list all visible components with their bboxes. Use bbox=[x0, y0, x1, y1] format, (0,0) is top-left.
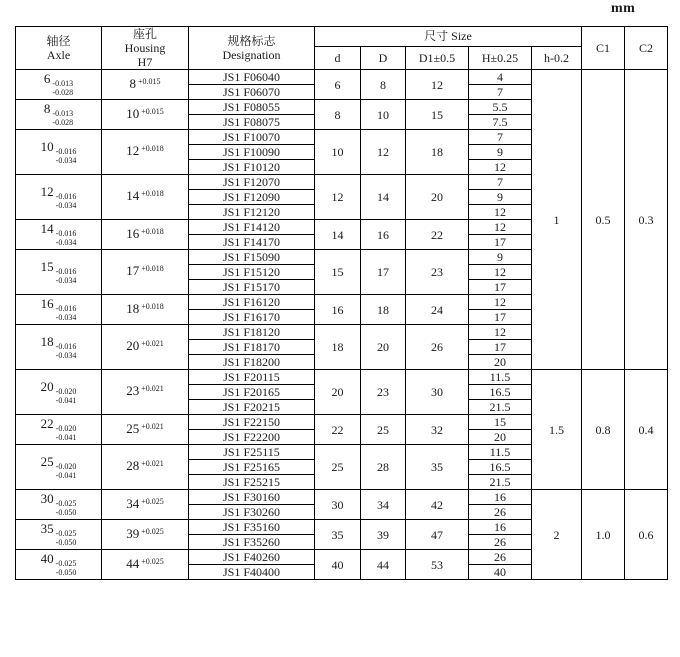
axle-tol-upper: -0.025 bbox=[55, 529, 77, 539]
axle-tolerance bbox=[56, 192, 77, 210]
axle-tolerance bbox=[56, 342, 77, 360]
designation-cell: JS1 F12090 bbox=[189, 190, 315, 205]
housing-tolerance: +0.021 bbox=[141, 339, 164, 349]
axle-tol-upper: -0.020 bbox=[55, 424, 77, 434]
housing-tolerance: +0.018 bbox=[141, 264, 164, 274]
H-cell: 26 bbox=[469, 550, 532, 565]
d-cell: 40 bbox=[315, 550, 361, 580]
H-cell: 17 bbox=[469, 340, 532, 355]
col-header-h: h-0.2 bbox=[532, 47, 582, 70]
axle-tol-lower: -0.050 bbox=[55, 568, 77, 578]
c1-cell: 1.0 bbox=[582, 490, 625, 580]
col-header-size: 尺寸 Size bbox=[315, 27, 582, 47]
axle-tolerance bbox=[56, 424, 77, 442]
housing-value: 16 bbox=[126, 225, 140, 241]
d-cell: 6 bbox=[315, 70, 361, 100]
H-cell: 11.5 bbox=[469, 445, 532, 460]
axle-tol-upper: -0.016 bbox=[55, 341, 77, 351]
H-cell: 12 bbox=[469, 205, 532, 220]
housing-tolerance: +0.021 bbox=[141, 421, 164, 431]
axle-value: 30 bbox=[40, 491, 54, 507]
designation-cell: JS1 F22200 bbox=[189, 430, 315, 445]
designation-cell: JS1 F20215 bbox=[189, 400, 315, 415]
c2-cell: 0.6 bbox=[625, 490, 668, 580]
axle-tolerance bbox=[52, 79, 73, 97]
housing-cell bbox=[102, 130, 189, 175]
H-cell: 4 bbox=[469, 70, 532, 85]
D1-cell: 30 bbox=[406, 370, 469, 415]
col-header-D1: D1±0.5 bbox=[406, 47, 469, 70]
housing-tolerance: +0.018 bbox=[141, 226, 164, 236]
d-cell: 25 bbox=[315, 445, 361, 490]
designation-cell: JS1 F16120 bbox=[189, 295, 315, 310]
axle-tol-upper: -0.025 bbox=[55, 499, 77, 509]
designation-cell: JS1 F25115 bbox=[189, 445, 315, 460]
housing-header-en: Housing bbox=[124, 41, 166, 56]
D1-cell: 12 bbox=[406, 70, 469, 100]
axle-tol-lower: -0.034 bbox=[55, 313, 77, 323]
designation-cell: JS1 F14170 bbox=[189, 235, 315, 250]
col-header-c2: C2 bbox=[625, 27, 668, 70]
housing-value: 10 bbox=[126, 105, 140, 121]
housing-tolerance: +0.025 bbox=[141, 526, 164, 536]
designation-cell: JS1 F30160 bbox=[189, 490, 315, 505]
designation-cell: JS1 F35160 bbox=[189, 520, 315, 535]
h-cell: 1 bbox=[532, 70, 582, 370]
H-cell: 9 bbox=[469, 250, 532, 265]
axle-tolerance bbox=[56, 147, 77, 165]
H-cell: 12 bbox=[469, 325, 532, 340]
D-cell: 14 bbox=[361, 175, 406, 220]
axle-cell bbox=[16, 175, 102, 220]
H-cell: 9 bbox=[469, 190, 532, 205]
H-cell: 26 bbox=[469, 535, 532, 550]
designation-cell: JS1 F15090 bbox=[189, 250, 315, 265]
d-cell: 10 bbox=[315, 130, 361, 175]
D1-cell: 32 bbox=[406, 415, 469, 445]
H-cell: 16.5 bbox=[469, 460, 532, 475]
axle-cell bbox=[16, 370, 102, 415]
d-cell: 30 bbox=[315, 490, 361, 520]
H-cell: 21.5 bbox=[469, 475, 532, 490]
axle-value: 6 bbox=[43, 71, 51, 87]
H-cell: 17 bbox=[469, 310, 532, 325]
axle-tol-lower: -0.028 bbox=[52, 118, 74, 128]
designation-cell: JS1 F12070 bbox=[189, 175, 315, 190]
D1-cell: 15 bbox=[406, 100, 469, 130]
designation-cell: JS1 F16170 bbox=[189, 310, 315, 325]
D1-cell: 18 bbox=[406, 130, 469, 175]
D-cell: 20 bbox=[361, 325, 406, 370]
d-cell: 22 bbox=[315, 415, 361, 445]
housing-cell bbox=[102, 250, 189, 295]
spec-table bbox=[15, 26, 668, 580]
housing-tolerance: +0.025 bbox=[141, 496, 164, 506]
axle-tol-lower: -0.050 bbox=[55, 508, 77, 518]
axle-value: 15 bbox=[40, 258, 54, 274]
designation-cell: JS1 F40400 bbox=[189, 565, 315, 580]
axle-tol-upper: -0.016 bbox=[55, 146, 77, 156]
d-cell: 14 bbox=[315, 220, 361, 250]
H-cell: 20 bbox=[469, 430, 532, 445]
H-cell: 12 bbox=[469, 265, 532, 280]
axle-cell bbox=[16, 100, 102, 130]
D1-cell: 24 bbox=[406, 295, 469, 325]
housing-value: 34 bbox=[126, 495, 140, 511]
housing-cell bbox=[102, 220, 189, 250]
axle-tol-upper: -0.013 bbox=[52, 109, 74, 119]
D-cell: 28 bbox=[361, 445, 406, 490]
D-cell: 39 bbox=[361, 520, 406, 550]
table-row bbox=[16, 70, 668, 85]
axle-tolerance bbox=[56, 267, 77, 285]
axle-cell bbox=[16, 550, 102, 580]
D-cell: 34 bbox=[361, 490, 406, 520]
axle-value: 14 bbox=[40, 221, 54, 237]
axle-tol-lower: -0.034 bbox=[55, 200, 77, 210]
D-cell: 23 bbox=[361, 370, 406, 415]
housing-value: 20 bbox=[126, 338, 140, 354]
header-row-1 bbox=[16, 27, 668, 47]
axle-value: 8 bbox=[43, 101, 51, 117]
D1-cell: 35 bbox=[406, 445, 469, 490]
H-cell: 40 bbox=[469, 565, 532, 580]
axle-tolerance bbox=[56, 462, 77, 480]
axle-value: 16 bbox=[40, 296, 54, 312]
table-row bbox=[16, 490, 668, 505]
axle-value: 35 bbox=[40, 521, 54, 537]
housing-header-tol: H7 bbox=[137, 55, 153, 70]
housing-tolerance: +0.021 bbox=[141, 384, 164, 394]
c1-cell: 0.5 bbox=[582, 70, 625, 370]
D-cell: 18 bbox=[361, 295, 406, 325]
housing-value: 28 bbox=[126, 458, 140, 474]
designation-cell: JS1 F25165 bbox=[189, 460, 315, 475]
d-cell: 15 bbox=[315, 250, 361, 295]
d-cell: 16 bbox=[315, 295, 361, 325]
housing-value: 39 bbox=[126, 525, 140, 541]
housing-tolerance: +0.021 bbox=[141, 459, 164, 469]
designation-cell: JS1 F20115 bbox=[189, 370, 315, 385]
axle-cell bbox=[16, 520, 102, 550]
D1-cell: 47 bbox=[406, 520, 469, 550]
d-cell: 12 bbox=[315, 175, 361, 220]
axle-value: 25 bbox=[40, 453, 54, 469]
axle-tol-lower: -0.034 bbox=[55, 238, 77, 248]
housing-cell bbox=[102, 370, 189, 415]
axle-value: 18 bbox=[40, 333, 54, 349]
housing-value: 25 bbox=[126, 420, 140, 436]
axle-tol-upper: -0.016 bbox=[55, 266, 77, 276]
H-cell: 7.5 bbox=[469, 115, 532, 130]
h-cell: 1.5 bbox=[532, 370, 582, 490]
D1-cell: 26 bbox=[406, 325, 469, 370]
housing-tolerance: +0.018 bbox=[141, 144, 164, 154]
housing-tolerance: +0.015 bbox=[137, 76, 161, 86]
axle-value: 12 bbox=[40, 183, 54, 199]
housing-cell bbox=[102, 520, 189, 550]
housing-cell bbox=[102, 415, 189, 445]
c1-cell: 0.8 bbox=[582, 370, 625, 490]
axle-tol-upper: -0.025 bbox=[55, 559, 77, 569]
D1-cell: 42 bbox=[406, 490, 469, 520]
D-cell: 44 bbox=[361, 550, 406, 580]
housing-value: 17 bbox=[126, 263, 140, 279]
housing-cell bbox=[102, 325, 189, 370]
housing-header-cn: 座孔 bbox=[132, 27, 157, 41]
d-cell: 20 bbox=[315, 370, 361, 415]
housing-value: 12 bbox=[126, 143, 140, 159]
d-cell: 18 bbox=[315, 325, 361, 370]
axle-tolerance bbox=[56, 229, 77, 247]
axle-tol-lower: -0.041 bbox=[55, 433, 77, 443]
designation-header-cn: 规格标志 bbox=[227, 34, 276, 49]
axle-tol-upper: -0.020 bbox=[55, 386, 77, 396]
H-cell: 9 bbox=[469, 145, 532, 160]
axle-tol-upper: -0.016 bbox=[55, 304, 77, 314]
axle-cell bbox=[16, 250, 102, 295]
H-cell: 12 bbox=[469, 160, 532, 175]
col-header-d: d bbox=[315, 47, 361, 70]
designation-header-en: Designation bbox=[222, 48, 281, 63]
axle-tolerance bbox=[56, 529, 77, 547]
H-cell: 20 bbox=[469, 355, 532, 370]
designation-cell: JS1 F06070 bbox=[189, 85, 315, 100]
D1-cell: 53 bbox=[406, 550, 469, 580]
axle-tol-upper: -0.016 bbox=[55, 191, 77, 201]
spec-table-body bbox=[16, 70, 668, 580]
axle-cell bbox=[16, 295, 102, 325]
axle-tol-lower: -0.041 bbox=[55, 470, 77, 480]
H-cell: 12 bbox=[469, 295, 532, 310]
D-cell: 10 bbox=[361, 100, 406, 130]
housing-value: 8 bbox=[129, 75, 136, 91]
axle-tol-lower: -0.028 bbox=[52, 88, 74, 98]
H-cell: 26 bbox=[469, 505, 532, 520]
D1-cell: 23 bbox=[406, 250, 469, 295]
designation-cell: JS1 F08075 bbox=[189, 115, 315, 130]
col-header-D: D bbox=[361, 47, 406, 70]
axle-value: 40 bbox=[40, 551, 54, 567]
designation-cell: JS1 F18170 bbox=[189, 340, 315, 355]
designation-cell: JS1 F40260 bbox=[189, 550, 315, 565]
designation-cell: JS1 F18200 bbox=[189, 355, 315, 370]
designation-cell: JS1 F08055 bbox=[189, 100, 315, 115]
table-row bbox=[16, 370, 668, 385]
designation-cell: JS1 F18120 bbox=[189, 325, 315, 340]
H-cell: 16 bbox=[469, 520, 532, 535]
designation-cell: JS1 F30260 bbox=[189, 505, 315, 520]
housing-value: 23 bbox=[126, 383, 140, 399]
housing-tolerance: +0.018 bbox=[141, 189, 164, 199]
H-cell: 15 bbox=[469, 415, 532, 430]
axle-tol-lower: -0.041 bbox=[55, 395, 77, 405]
housing-value: 14 bbox=[126, 188, 140, 204]
h-cell: 2 bbox=[532, 490, 582, 580]
axle-tol-upper: -0.013 bbox=[52, 79, 74, 89]
axle-tol-upper: -0.016 bbox=[55, 229, 77, 239]
H-cell: 17 bbox=[469, 235, 532, 250]
axle-tolerance bbox=[56, 387, 77, 405]
col-header-c1: C1 bbox=[582, 27, 625, 70]
c2-cell: 0.3 bbox=[625, 70, 668, 370]
housing-cell bbox=[102, 175, 189, 220]
D-cell: 8 bbox=[361, 70, 406, 100]
D-cell: 16 bbox=[361, 220, 406, 250]
housing-cell bbox=[102, 100, 189, 130]
designation-cell: JS1 F25215 bbox=[189, 475, 315, 490]
H-cell: 7 bbox=[469, 85, 532, 100]
axle-cell bbox=[16, 220, 102, 250]
axle-tol-lower: -0.034 bbox=[55, 275, 77, 285]
col-header-axle bbox=[16, 27, 102, 70]
d-cell: 35 bbox=[315, 520, 361, 550]
axle-value: 20 bbox=[40, 378, 54, 394]
axle-cell bbox=[16, 70, 102, 100]
H-cell: 11.5 bbox=[469, 370, 532, 385]
housing-cell bbox=[102, 550, 189, 580]
axle-header-cn: 轴径 bbox=[46, 34, 71, 49]
H-cell: 16 bbox=[469, 490, 532, 505]
axle-tol-lower: -0.050 bbox=[55, 538, 77, 548]
H-cell: 17 bbox=[469, 280, 532, 295]
col-header-H: H±0.25 bbox=[469, 47, 532, 70]
D-cell: 12 bbox=[361, 130, 406, 175]
axle-cell bbox=[16, 415, 102, 445]
axle-cell bbox=[16, 325, 102, 370]
unit-label: mm bbox=[611, 1, 636, 16]
D1-cell: 20 bbox=[406, 175, 469, 220]
housing-cell bbox=[102, 445, 189, 490]
axle-tolerance bbox=[56, 499, 77, 517]
housing-tolerance: +0.025 bbox=[141, 556, 164, 566]
axle-value: 10 bbox=[40, 138, 54, 154]
D1-cell: 22 bbox=[406, 220, 469, 250]
D-cell: 25 bbox=[361, 415, 406, 445]
designation-cell: JS1 F15170 bbox=[189, 280, 315, 295]
housing-value: 18 bbox=[126, 300, 140, 316]
c2-cell: 0.4 bbox=[625, 370, 668, 490]
designation-cell: JS1 F12120 bbox=[189, 205, 315, 220]
housing-tolerance: +0.015 bbox=[141, 106, 164, 116]
H-cell: 16.5 bbox=[469, 385, 532, 400]
spec-table-head bbox=[16, 27, 668, 70]
D-cell: 17 bbox=[361, 250, 406, 295]
designation-cell: JS1 F10090 bbox=[189, 145, 315, 160]
housing-tolerance: +0.018 bbox=[141, 301, 164, 311]
axle-header-en: Axle bbox=[46, 48, 71, 63]
col-header-housing bbox=[102, 27, 189, 70]
designation-cell: JS1 F35260 bbox=[189, 535, 315, 550]
housing-value: 44 bbox=[126, 555, 140, 571]
axle-value: 22 bbox=[40, 416, 54, 432]
axle-cell bbox=[16, 445, 102, 490]
axle-tol-upper: -0.020 bbox=[55, 461, 77, 471]
housing-cell bbox=[102, 295, 189, 325]
axle-tol-lower: -0.034 bbox=[55, 350, 77, 360]
H-cell: 7 bbox=[469, 130, 532, 145]
housing-cell bbox=[102, 490, 189, 520]
axle-tolerance bbox=[56, 304, 77, 322]
H-cell: 7 bbox=[469, 175, 532, 190]
H-cell: 5.5 bbox=[469, 100, 532, 115]
axle-tolerance bbox=[56, 559, 77, 577]
axle-tolerance bbox=[52, 109, 73, 127]
axle-cell bbox=[16, 490, 102, 520]
designation-cell: JS1 F14120 bbox=[189, 220, 315, 235]
axle-cell bbox=[16, 130, 102, 175]
axle-tol-lower: -0.034 bbox=[55, 155, 77, 165]
designation-cell: JS1 F22150 bbox=[189, 415, 315, 430]
d-cell: 8 bbox=[315, 100, 361, 130]
designation-cell: JS1 F15120 bbox=[189, 265, 315, 280]
H-cell: 12 bbox=[469, 220, 532, 235]
designation-cell: JS1 F06040 bbox=[189, 70, 315, 85]
H-cell: 21.5 bbox=[469, 400, 532, 415]
housing-cell bbox=[102, 70, 189, 100]
designation-cell: JS1 F20165 bbox=[189, 385, 315, 400]
designation-cell: JS1 F10120 bbox=[189, 160, 315, 175]
designation-cell: JS1 F10070 bbox=[189, 130, 315, 145]
col-header-designation bbox=[189, 27, 315, 70]
